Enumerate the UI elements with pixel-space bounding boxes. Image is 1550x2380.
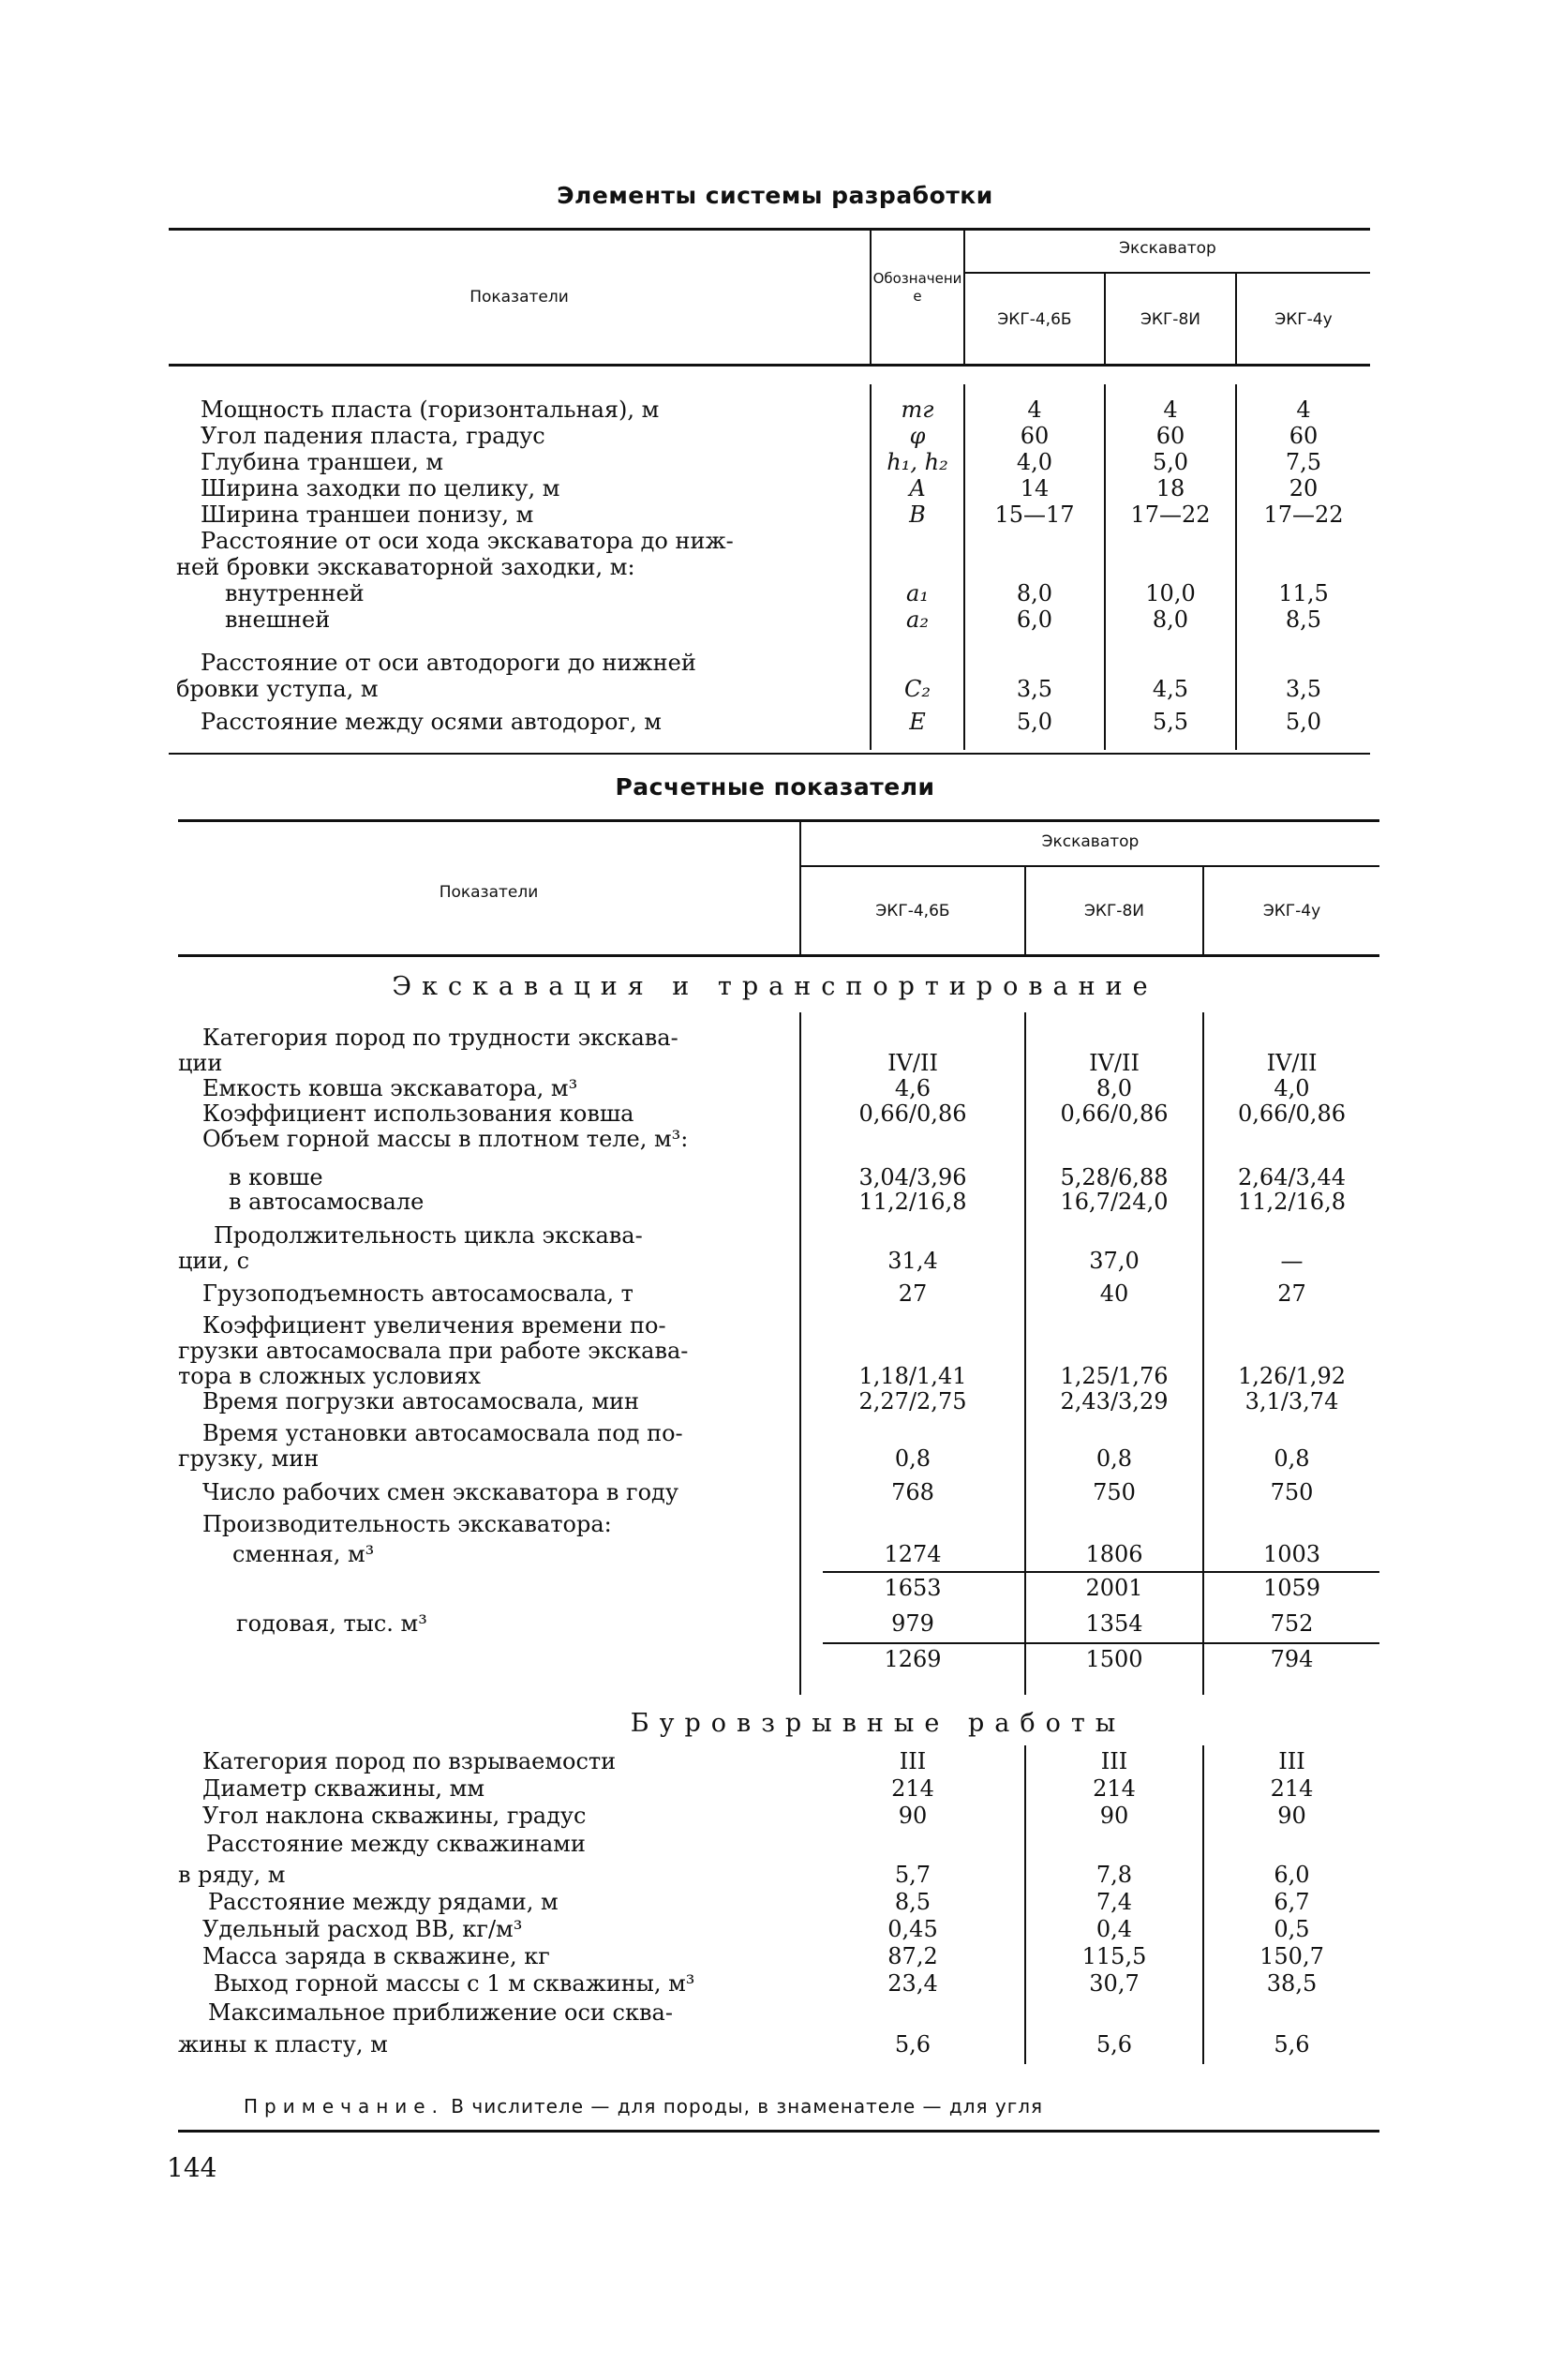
row-value: 5,0: [1016, 709, 1053, 735]
table1-header-designation: Обозначение: [872, 270, 962, 305]
row-value: 3,5: [1285, 676, 1322, 702]
row-value: 4,0: [1274, 1075, 1310, 1101]
row-value: 0,66/0,86: [858, 1100, 967, 1127]
row-value: 6,0: [1016, 606, 1053, 633]
table1-header-excavator: Экскаватор: [1119, 239, 1216, 258]
row-value: 20: [1289, 475, 1319, 501]
row-label: Удельный расход ВВ, кг/м³: [202, 1916, 523, 1942]
row-symbol: h₁, h₂: [887, 449, 948, 475]
row-symbol: mг: [901, 397, 934, 423]
row-label: Расстояние между осями автодорог, м: [201, 709, 662, 735]
row-value: 40: [1099, 1280, 1129, 1307]
row-value: 1354: [1085, 1610, 1143, 1637]
row-value: 10,0: [1145, 580, 1196, 606]
row-value: 7,5: [1285, 449, 1322, 475]
row-label: Диаметр скважины, мм: [202, 1775, 484, 1802]
table1-title: Элементы системы разработки: [557, 182, 993, 209]
row-value: 31,4: [887, 1248, 938, 1274]
row-label: Максимальное приближение оси сква-: [208, 1999, 673, 2026]
row-value: 5,6: [894, 2031, 931, 2058]
row-value: 15—17: [994, 501, 1075, 528]
row-value: 1274: [884, 1541, 942, 1567]
row-value: 60: [1020, 423, 1050, 449]
table1-top-rule: [169, 228, 1370, 231]
row-value: 1003: [1262, 1541, 1321, 1567]
row-value: 750: [1093, 1479, 1136, 1505]
row-value: 4,0: [1016, 449, 1053, 475]
row-label: бровки уступа, м: [176, 676, 379, 702]
row-value: 0,45: [887, 1916, 938, 1942]
row-value: 2,64/3,44: [1238, 1164, 1346, 1190]
fraction-rule: [823, 1642, 1379, 1644]
row-value: 4: [1027, 397, 1042, 423]
row-label: грузки автосамосвала при работе экскава-: [178, 1338, 689, 1364]
row-value: 23,4: [887, 1970, 938, 1997]
table2-header-subrule: [801, 865, 1379, 867]
row-value: 60: [1155, 423, 1185, 449]
row-value: 37,0: [1089, 1248, 1140, 1274]
row-value: 1269: [884, 1646, 942, 1672]
row-label: ней бровки экскаваторной заходки, м:: [176, 554, 635, 580]
row-label: Выход горной массы с 1 м скважины, м³: [214, 1970, 695, 1997]
row-value: 7,8: [1095, 1862, 1133, 1888]
row-value: 5,6: [1274, 2031, 1310, 2058]
row-value: 8,0: [1152, 606, 1189, 633]
table2-title: Расчетные показатели: [615, 773, 935, 801]
row-symbol: A: [909, 475, 926, 501]
table2-header-model: ЭКГ-8И: [1084, 902, 1144, 921]
row-value: 17—22: [1263, 501, 1344, 528]
row-label: Объем горной массы в плотном теле, м³:: [202, 1126, 689, 1152]
note-prefix: Примечание.: [244, 2095, 444, 2118]
page-number: 144: [167, 2152, 217, 2183]
row-value: 5,28/6,88: [1060, 1164, 1169, 1190]
row-value: 14: [1020, 475, 1050, 501]
row-label: в ряду, м: [178, 1862, 286, 1888]
row-value: 16,7/24,0: [1060, 1189, 1169, 1215]
row-value: 3,1/3,74: [1244, 1388, 1339, 1415]
row-value: 11,5: [1278, 580, 1329, 606]
row-value: 90: [898, 1803, 928, 1829]
row-value: 90: [1277, 1803, 1306, 1829]
row-value: 4: [1296, 397, 1311, 423]
row-value: 1,18/1,41: [858, 1363, 967, 1389]
section-heading: Экскавация и транспортирование: [392, 972, 1158, 1001]
row-value: 8,0: [1016, 580, 1053, 606]
table1-header-subrule: [965, 272, 1370, 274]
row-value: 5,5: [1152, 709, 1189, 735]
section-heading: Буровзрывные работы: [630, 1709, 1126, 1738]
row-value: 768: [891, 1479, 934, 1505]
row-label: Категория пород по взрываемости: [202, 1748, 617, 1774]
row-label: Мощность пласта (горизонтальная), м: [201, 397, 660, 423]
row-label: Продолжительность цикла экскава-: [214, 1222, 643, 1249]
row-value: 38,5: [1266, 1970, 1318, 1997]
row-value: 4,5: [1152, 676, 1189, 702]
row-value: 2,43/3,29: [1060, 1388, 1169, 1415]
row-value: 1500: [1085, 1646, 1143, 1672]
row-label: Время установки автосамосвала под по-: [202, 1420, 683, 1446]
row-value: 87,2: [887, 1943, 938, 1969]
row-value: 5,7: [894, 1862, 931, 1888]
row-label: внешней: [225, 606, 331, 633]
row-label: Время погрузки автосамосвала, мин: [202, 1388, 640, 1415]
row-value: 6,0: [1274, 1862, 1310, 1888]
row-value: 5,0: [1285, 709, 1322, 735]
row-symbol: φ: [909, 423, 926, 449]
row-value: 90: [1099, 1803, 1129, 1829]
row-symbol: B: [909, 501, 926, 528]
row-value: —: [1280, 1248, 1304, 1274]
row-label: Емкость ковша экскаватора, м³: [202, 1075, 578, 1101]
row-value: 1,26/1,92: [1238, 1363, 1346, 1389]
table2-bottom-rule: [178, 2130, 1379, 2133]
row-value: 214: [1270, 1775, 1314, 1802]
row-value: 5,0: [1152, 449, 1189, 475]
table1-header-indicators: Показатели: [469, 288, 569, 307]
row-label: внутренней: [225, 580, 365, 606]
row-value: 11,2/16,8: [858, 1189, 967, 1215]
table2-header-rule: [178, 954, 1379, 957]
row-label: Категория пород по трудности экскава-: [202, 1025, 678, 1051]
row-label: сменная, м³: [232, 1541, 375, 1567]
row-value: 1806: [1085, 1541, 1143, 1567]
row-value: 1059: [1262, 1575, 1321, 1601]
table2-header-model: ЭКГ-4,6Б: [875, 902, 950, 921]
row-value: 1,25/1,76: [1060, 1363, 1169, 1389]
row-value: 2,27/2,75: [858, 1388, 967, 1415]
row-value: 1653: [884, 1575, 942, 1601]
row-label: Глубина траншеи, м: [201, 449, 444, 475]
row-label: Угол наклона скважины, градус: [202, 1803, 587, 1829]
row-value: 0,8: [1095, 1445, 1133, 1472]
row-label: грузку, мин: [178, 1445, 320, 1472]
row-label: Расстояние от оси автодороги до нижней: [201, 650, 696, 676]
row-value: 3,04/3,96: [858, 1164, 967, 1190]
row-symbol: E: [909, 709, 926, 735]
row-value: III: [1100, 1748, 1128, 1774]
row-value: 0,4: [1095, 1916, 1133, 1942]
table1-header-model: ЭКГ-4у: [1274, 310, 1333, 329]
table2-top-rule: [178, 819, 1379, 822]
table2-header-model: ЭКГ-4у: [1262, 902, 1321, 921]
row-value: 750: [1270, 1479, 1314, 1505]
row-label: тора в сложных условиях: [178, 1363, 482, 1389]
row-label: ции: [178, 1050, 223, 1076]
row-label: Угол падения пласта, градус: [201, 423, 545, 449]
row-value: 3,5: [1016, 676, 1053, 702]
row-value: 115,5: [1081, 1943, 1147, 1969]
row-value: 150,7: [1259, 1943, 1324, 1969]
row-label: Коэффициент использования ковша: [202, 1100, 634, 1127]
row-value: III: [899, 1748, 927, 1774]
row-value: 30,7: [1089, 1970, 1140, 1997]
row-label: в автосамосвале: [229, 1189, 425, 1215]
row-symbol: a₂: [906, 606, 929, 633]
row-label: Коэффициент увеличения времени по-: [202, 1312, 666, 1339]
row-value: 0,8: [1274, 1445, 1310, 1472]
row-label: Производительность экскаватора:: [202, 1511, 612, 1537]
table2-header-indicators: Показатели: [439, 883, 539, 902]
row-label: Ширина траншеи понизу, м: [201, 501, 534, 528]
row-value: 4: [1163, 397, 1178, 423]
row-value: 8,0: [1095, 1075, 1133, 1101]
table1-bottom-rule: [169, 753, 1370, 755]
row-value: 27: [1277, 1280, 1306, 1307]
row-value: 0,8: [894, 1445, 931, 1472]
row-label: жины к пласту, м: [178, 2031, 388, 2058]
row-value: 5,6: [1095, 2031, 1133, 2058]
row-value: 0,66/0,86: [1238, 1100, 1346, 1127]
row-value: 11,2/16,8: [1238, 1189, 1346, 1215]
table1-header-model: ЭКГ-4,6Б: [997, 310, 1072, 329]
row-label: Расстояние от оси хода экскаватора до ниж-: [201, 528, 734, 554]
row-label: Масса заряда в скважине, кг: [202, 1943, 550, 1969]
row-value: 60: [1289, 423, 1319, 449]
row-label: в ковше: [229, 1164, 323, 1190]
row-label: Грузоподъемность автосамосвала, т: [202, 1280, 633, 1307]
table1-header-model: ЭКГ-8И: [1140, 310, 1200, 329]
row-value: III: [1278, 1748, 1305, 1774]
row-value: 17—22: [1130, 501, 1211, 528]
row-value: 8,5: [1285, 606, 1322, 633]
row-value: 4,6: [894, 1075, 931, 1101]
table-note: [244, 2095, 1043, 2118]
row-value: 0,5: [1274, 1916, 1310, 1942]
note-text: В числителе — для породы, в знаменателе — для угля: [451, 2095, 1044, 2118]
row-label: Расстояние между скважинами: [206, 1831, 586, 1857]
row-value: 0,66/0,86: [1060, 1100, 1169, 1127]
row-value: IV/II: [1266, 1050, 1318, 1076]
fraction-rule: [823, 1571, 1379, 1573]
row-value: 8,5: [894, 1889, 931, 1915]
row-label: Число рабочих смен экскаватора в году: [202, 1479, 678, 1505]
row-value: 2001: [1085, 1575, 1143, 1601]
row-label: Ширина заходки по целику, м: [201, 475, 560, 501]
row-value: IV/II: [887, 1050, 938, 1076]
row-value: 7,4: [1095, 1889, 1133, 1915]
row-label: Расстояние между рядами, м: [208, 1889, 559, 1915]
row-value: 979: [891, 1610, 934, 1637]
row-value: 6,7: [1274, 1889, 1310, 1915]
row-value: 18: [1155, 475, 1185, 501]
row-value: 794: [1270, 1646, 1314, 1672]
row-value: IV/II: [1089, 1050, 1140, 1076]
row-value: 214: [1093, 1775, 1136, 1802]
row-label: ции, с: [178, 1248, 250, 1274]
row-symbol: a₁: [906, 580, 929, 606]
table2-header-excavator: Экскаватор: [1041, 832, 1140, 851]
row-value: 752: [1270, 1610, 1314, 1637]
row-label: годовая, тыс. м³: [236, 1610, 427, 1637]
row-value: 214: [891, 1775, 934, 1802]
table1-header-rule: [169, 364, 1370, 367]
row-value: 27: [898, 1280, 928, 1307]
row-symbol: C₂: [904, 676, 931, 702]
